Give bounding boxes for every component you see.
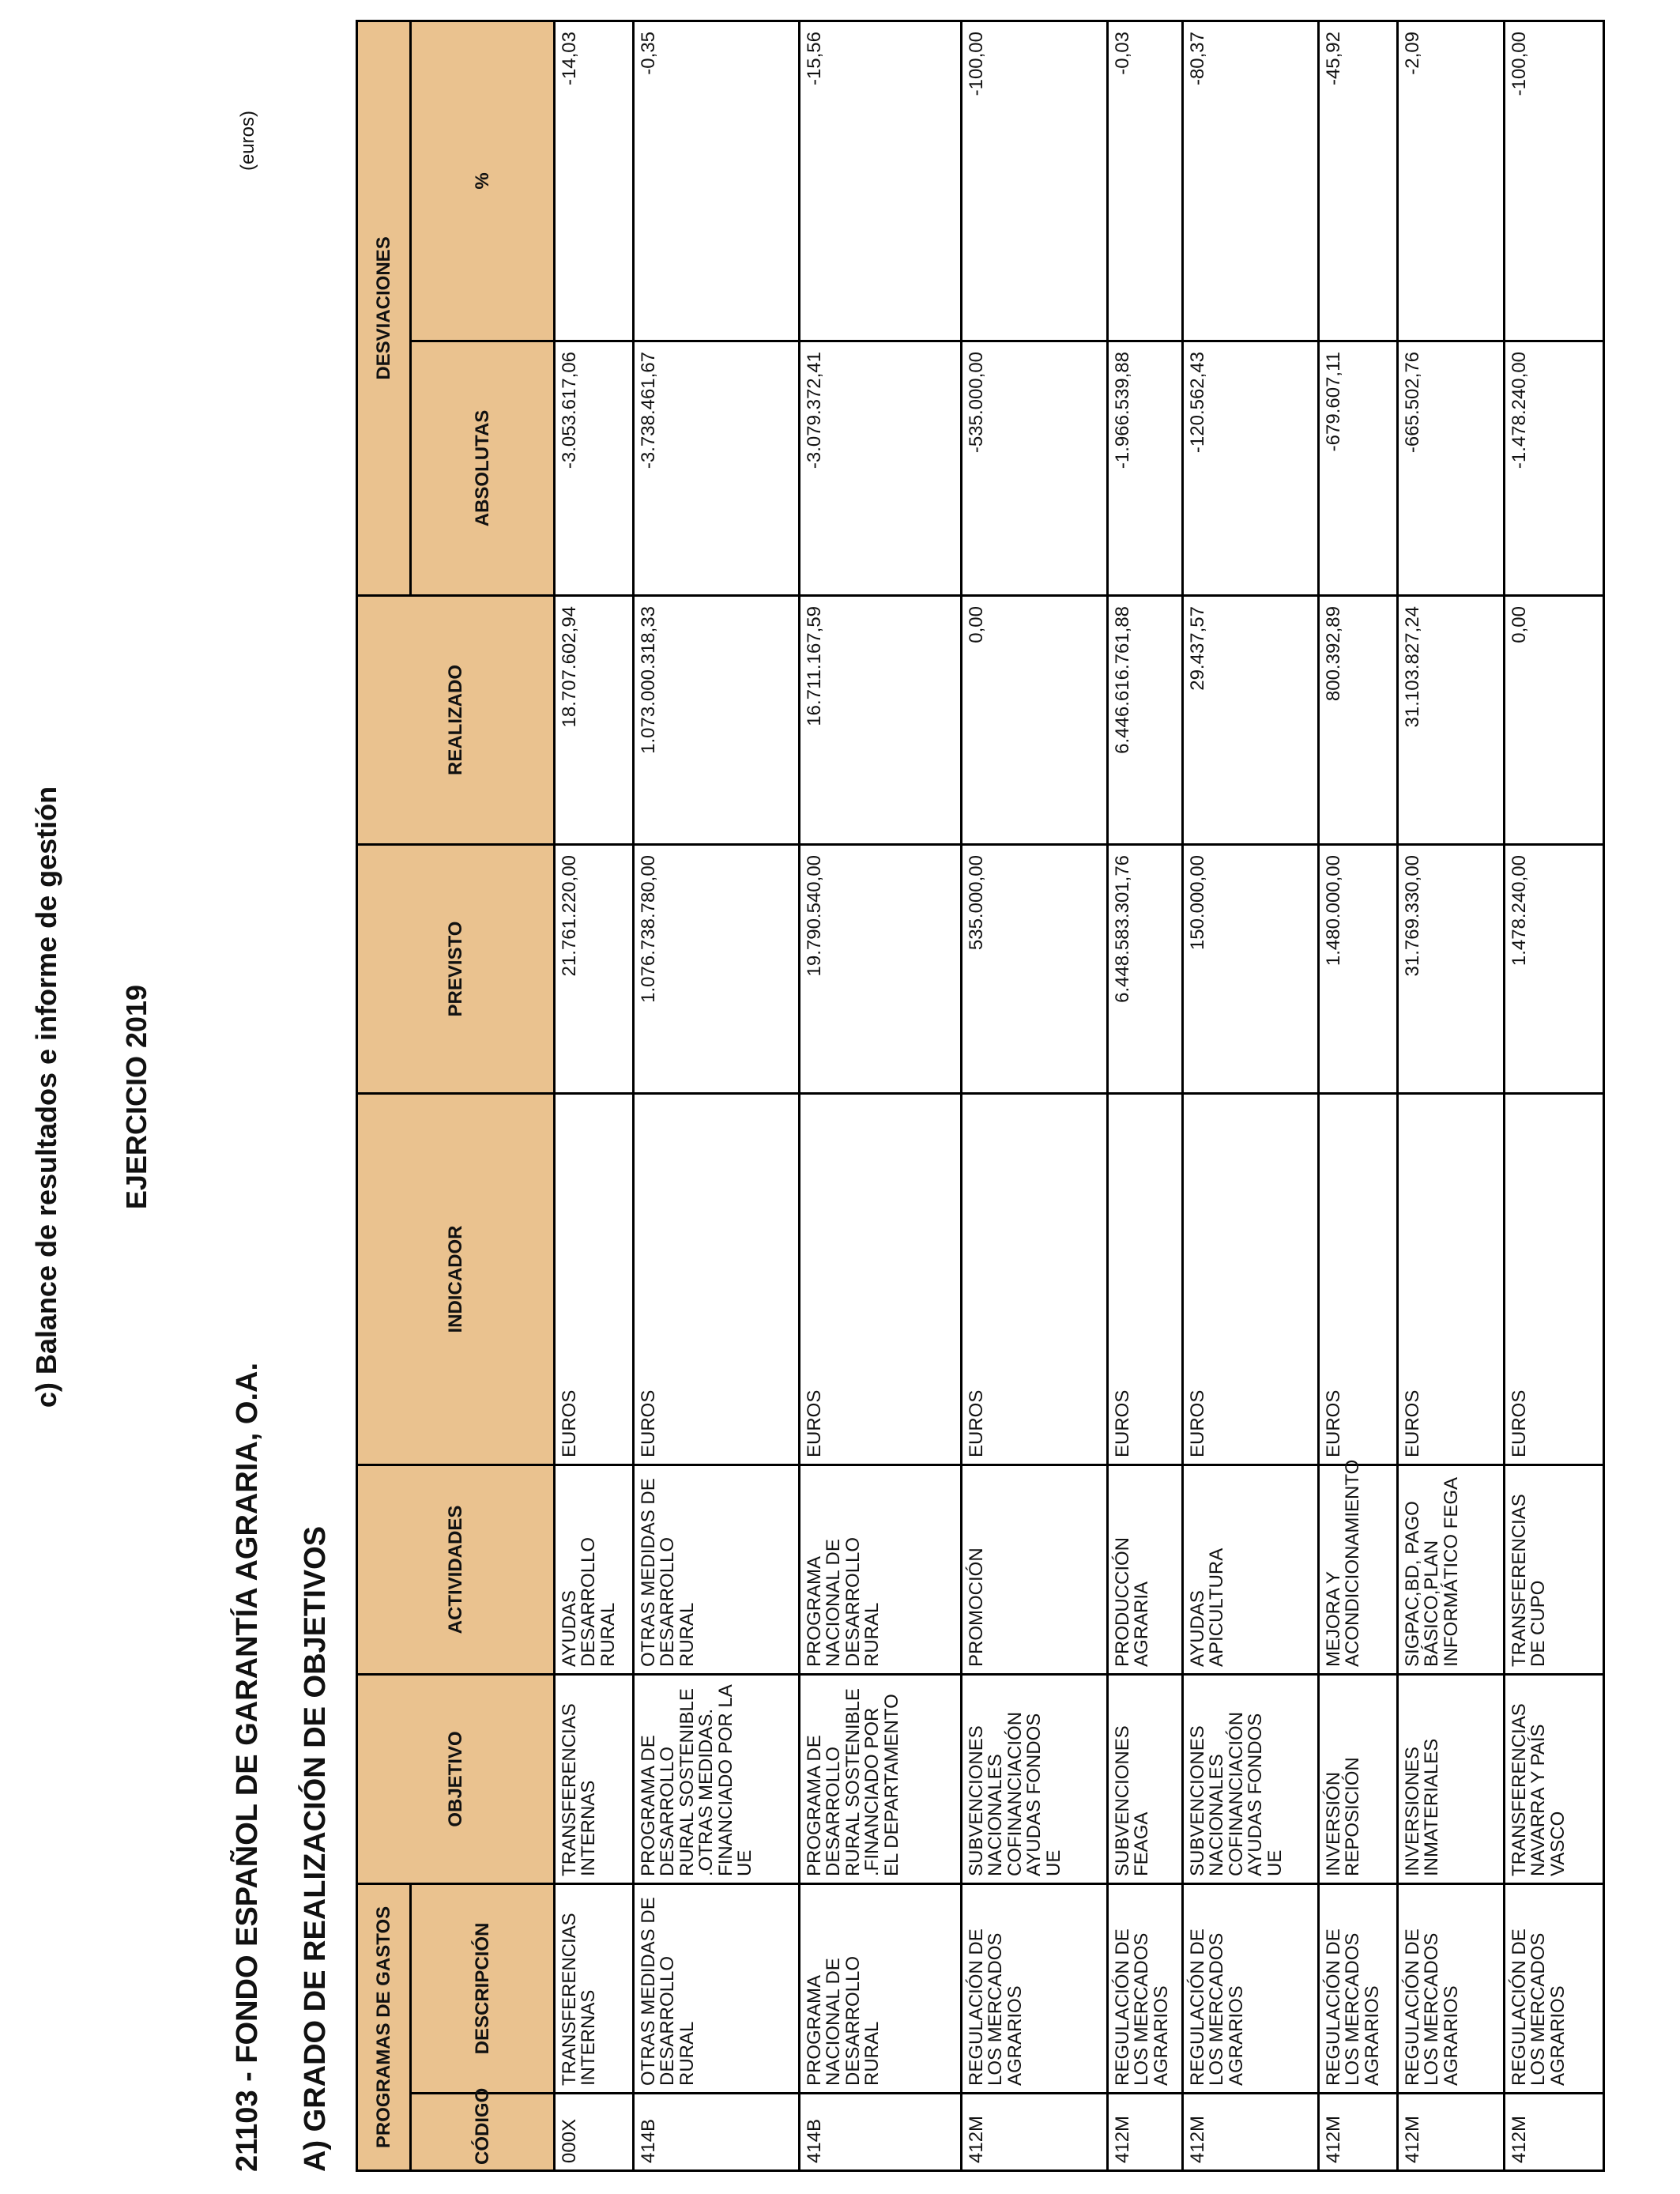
table-row [800, 21, 962, 2170]
descripcion-cell: REGULACIÓN DE LOS MERCADOS AGRARIOS [1183, 1883, 1319, 2093]
realizado-cell: 31.103.827,24 [1398, 595, 1505, 844]
actividades-cell: TRANSFERENCIAS DE CUPO [1505, 1465, 1604, 1674]
absolutas-cell: -3.738.461,67 [634, 341, 800, 595]
objetivo-cell: INVERSIÓN REPOSICIÓN [1319, 1674, 1398, 1883]
descripcion-cell: PROGRAMA NACIONAL DE DESARROLLO RURAL [800, 1883, 962, 2093]
table-row [1108, 21, 1183, 2170]
table-row [634, 21, 800, 2170]
absolutas-header: ABSOLUTAS [411, 341, 555, 595]
descripcion-cell: REGULACIÓN DE LOS MERCADOS AGRARIOS [1108, 1883, 1183, 2093]
codigo-cell: 412M [962, 2094, 1108, 2171]
table-row [555, 21, 634, 2170]
porcentaje-cell: -100,00 [1505, 21, 1604, 341]
codigo-cell: 412M [1398, 2094, 1505, 2171]
absolutas-cell: -665.502,76 [1398, 341, 1505, 595]
previsto-cell: 150.000,00 [1183, 844, 1319, 1093]
porcentaje-cell: -45,92 [1319, 21, 1398, 341]
descripcion-cell: TRANSFERENCIAS INTERNAS [555, 1883, 634, 2093]
objetivo-cell: INVERSIONES INMATERIALES [1398, 1674, 1505, 1883]
actividades-cell: PROMOCIÓN [962, 1465, 1108, 1674]
codigo-cell: 412M [1505, 2094, 1604, 2171]
codigo-cell: 412M [1183, 2094, 1319, 2171]
codigo-cell: 414B [800, 2094, 962, 2171]
porcentaje-cell: -0,35 [634, 21, 800, 341]
entity-title: 21103 - FONDO ESPAÑOL DE GARANTÍA AGRARIA, O.A. [231, 1362, 264, 2172]
realizado-cell: 29.437,57 [1183, 595, 1319, 844]
previsto-cell: 1.478.240,00 [1505, 844, 1604, 1093]
actividades-cell: MEJORA Y ACONDICIONAMIENTO [1319, 1465, 1398, 1674]
previsto-header: PREVISTO [357, 844, 555, 1093]
descripcion-cell: REGULACIÓN DE LOS MERCADOS AGRARIOS [1505, 1883, 1604, 2093]
absolutas-cell: -679.607,11 [1319, 341, 1398, 595]
objetivo-cell: TRANSFERENCIAS NAVARRA Y PAÍS VASCO [1505, 1674, 1604, 1883]
absolutas-cell: -1.478.240,00 [1505, 341, 1604, 595]
porcentaje-cell: -80,37 [1183, 21, 1319, 341]
previsto-cell: 31.769.330,00 [1398, 844, 1505, 1093]
realizado-cell: 16.711.167,59 [800, 595, 962, 844]
indicador-cell: EUROS [962, 1093, 1108, 1465]
actividades-cell: PRODUCCIÓN AGRARIA [1108, 1465, 1183, 1674]
previsto-cell: 21.761.220,00 [555, 844, 634, 1093]
previsto-cell: 19.790.540,00 [800, 844, 962, 1093]
actividades-cell: OTRAS MEDIDAS DE DESARROLLO RURAL [634, 1465, 800, 1674]
codigo-cell: 414B [634, 2094, 800, 2171]
codigo-cell: 000X [555, 2094, 634, 2171]
indicador-cell: EUROS [1108, 1093, 1183, 1465]
indicador-cell: EUROS [1183, 1093, 1319, 1465]
codigo-header: CÓDIGO [411, 2094, 555, 2171]
descripcion-header: DESCRIPCIÓN [411, 1883, 555, 2093]
actividades-cell: SIGPAC,BD, PAGO BÁSICO,PLAN INFORMÁTICO FEGA [1398, 1465, 1505, 1674]
deviations-group-header: DESVIACIONES [357, 21, 411, 595]
porcentaje-cell: -14,03 [555, 21, 634, 341]
table-row [1319, 21, 1398, 2170]
porcentaje-cell: -100,00 [962, 21, 1108, 341]
porcentaje-cell: -0,03 [1108, 21, 1183, 341]
objetivo-cell: PROGRAMA DE DESARROLLO RURAL SOSTENIBLE .OTRAS MEDIDAS. FINANCIADO POR LA UE [634, 1674, 800, 1883]
realizado-cell: 0,00 [1505, 595, 1604, 844]
previsto-cell: 6.448.583.301,76 [1108, 844, 1183, 1093]
absolutas-cell: -1.966.539,88 [1108, 341, 1183, 595]
absolutas-cell: -120.562,43 [1183, 341, 1319, 595]
units-label: (euros) [237, 111, 258, 172]
section-title: c) Balance de resultados e informe de gestión [30, 786, 62, 1408]
realizado-cell: 800.392,89 [1319, 595, 1398, 844]
objetivo-cell: SUBVENCIONES NACIONALES COFINANCIACIÓN AYUDAS FONDOS UE [962, 1674, 1108, 1883]
absolutas-cell: -3.079.372,41 [800, 341, 962, 595]
previsto-cell: 535.000,00 [962, 844, 1108, 1093]
actividades-header: ACTIVIDADES [357, 1465, 555, 1674]
indicador-cell: EUROS [1398, 1093, 1505, 1465]
actividades-cell: AYUDAS APICULTURA [1183, 1465, 1319, 1674]
descripcion-cell: REGULACIÓN DE LOS MERCADOS AGRARIOS [1319, 1883, 1398, 2093]
table-row [1183, 21, 1319, 2170]
realizado-cell: 6.446.616.761,88 [1108, 595, 1183, 844]
realizado-cell: 1.073.000.318,33 [634, 595, 800, 844]
indicador-cell: EUROS [1319, 1093, 1398, 1465]
codigo-cell: 412M [1108, 2094, 1183, 2171]
objetivo-cell: SUBVENCIONES FEAGA [1108, 1674, 1183, 1883]
year-title: EJERCICIO 2019 [120, 984, 153, 1210]
previsto-cell: 1.076.738.780,00 [634, 844, 800, 1093]
programs-group-header: PROGRAMAS DE GASTOS [357, 1883, 411, 2170]
objetivo-cell: PROGRAMA DE DESARROLLO RURAL SOSTENIBLE .FINANCIADO POR EL DEPARTAMENTO [800, 1674, 962, 1883]
absolutas-cell: -535.000,00 [962, 341, 1108, 595]
indicador-header: INDICADOR [357, 1093, 555, 1465]
actividades-cell: PROGRAMA NACIONAL DE DESARROLLO RURAL [800, 1465, 962, 1674]
descripcion-cell: OTRAS MEDIDAS DE DESARROLLO RURAL [634, 1883, 800, 2093]
objetivo-cell: TRANSFERENCIAS INTERNAS [555, 1674, 634, 1883]
objetivo-header: OBJETIVO [357, 1674, 555, 1883]
porcentaje-header: % [411, 21, 555, 341]
table-row [962, 21, 1108, 2170]
porcentaje-cell: -2,09 [1398, 21, 1505, 341]
realizado-cell: 18.707.602,94 [555, 595, 634, 844]
subsection-title: A) GRADO DE REALIZACIÓN DE OBJETIVOS [299, 1525, 332, 2172]
indicador-cell: EUROS [555, 1093, 634, 1465]
actividades-cell: AYUDAS DESARROLLO RURAL [555, 1465, 634, 1674]
realizado-cell: 0,00 [962, 595, 1108, 844]
indicador-cell: EUROS [1505, 1093, 1604, 1465]
porcentaje-cell: -15,56 [800, 21, 962, 341]
indicador-cell: EUROS [800, 1093, 962, 1465]
indicador-cell: EUROS [634, 1093, 800, 1465]
table-row [1398, 21, 1505, 2170]
absolutas-cell: -3.053.617,06 [555, 341, 634, 595]
table-row [1505, 21, 1604, 2170]
objectives-table [356, 20, 1605, 2172]
realizado-header: REALIZADO [357, 595, 555, 844]
objetivo-cell: SUBVENCIONES NACIONALES COFINANCIACIÓN AYUDAS FONDOS UE [1183, 1674, 1319, 1883]
descripcion-cell: REGULACIÓN DE LOS MERCADOS AGRARIOS [962, 1883, 1108, 2093]
previsto-cell: 1.480.000,00 [1319, 844, 1398, 1093]
descripcion-cell: REGULACIÓN DE LOS MERCADOS AGRARIOS [1398, 1883, 1505, 2093]
codigo-cell: 412M [1319, 2094, 1398, 2171]
